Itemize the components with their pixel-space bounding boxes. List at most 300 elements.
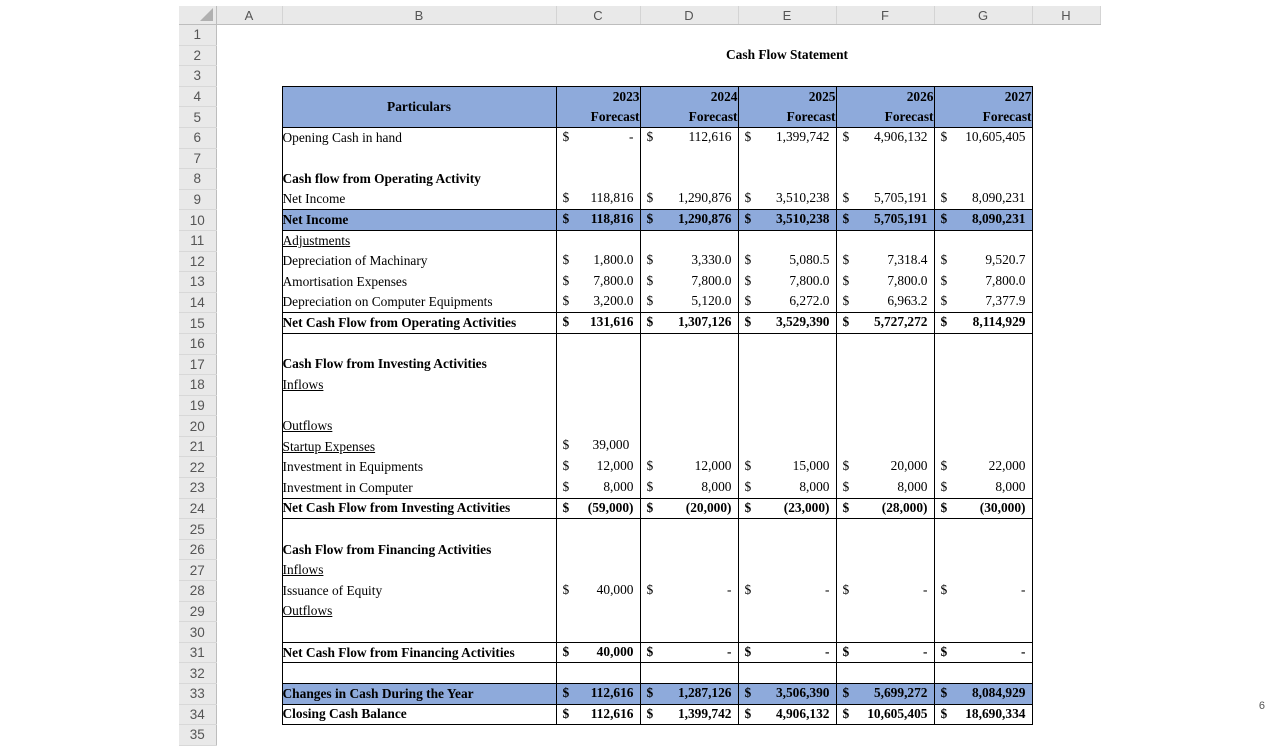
cell[interactable]	[216, 107, 282, 128]
cell[interactable]	[738, 375, 836, 396]
cell[interactable]	[1032, 395, 1100, 416]
cell[interactable]	[836, 519, 934, 540]
cell[interactable]	[738, 601, 836, 622]
cell[interactable]	[216, 66, 282, 87]
net-income-2026[interactable]	[836, 189, 934, 210]
cell[interactable]	[738, 436, 836, 457]
col-header-c[interactable]: C	[556, 6, 640, 25]
cell[interactable]	[1032, 169, 1100, 190]
opening-cash-2024[interactable]	[640, 127, 738, 148]
cell[interactable]	[216, 436, 282, 457]
cell[interactable]	[934, 395, 1032, 416]
cell[interactable]	[934, 539, 1032, 560]
net-income-total-2025[interactable]	[738, 210, 836, 231]
changes-2025[interactable]	[738, 684, 836, 705]
cell[interactable]	[1032, 416, 1100, 437]
year-header-2024[interactable]: 2024	[640, 86, 738, 107]
cell[interactable]	[640, 375, 738, 396]
inv-equipments-2026[interactable]	[836, 457, 934, 478]
col-header-a[interactable]: A	[216, 6, 282, 25]
cell[interactable]	[640, 169, 738, 190]
changes-2023[interactable]	[556, 684, 640, 705]
changes-2024[interactable]	[640, 684, 738, 705]
row-header[interactable]: 23	[179, 478, 216, 499]
equity-2024[interactable]	[640, 581, 738, 602]
forecast-header[interactable]: Forecast	[738, 107, 836, 128]
cell[interactable]	[836, 436, 934, 457]
net-income-total-2024[interactable]	[640, 210, 738, 231]
cell[interactable]	[216, 313, 282, 334]
cell[interactable]	[282, 45, 556, 66]
cell[interactable]	[1032, 292, 1100, 313]
cell[interactable]	[934, 560, 1032, 581]
cell[interactable]	[282, 725, 556, 746]
cell[interactable]	[556, 333, 640, 354]
inv-equipments-2027[interactable]	[934, 457, 1032, 478]
cell[interactable]	[738, 25, 836, 46]
row-header[interactable]: 31	[179, 642, 216, 663]
cell[interactable]	[216, 169, 282, 190]
depr-machinery-2024[interactable]	[640, 251, 738, 272]
financing-inflows-label[interactable]: Inflows	[282, 560, 556, 581]
cell[interactable]	[556, 622, 640, 643]
net-operating-2023[interactable]	[556, 313, 640, 334]
cell[interactable]	[1032, 333, 1100, 354]
cell[interactable]	[1032, 127, 1100, 148]
cell[interactable]	[640, 601, 738, 622]
cell[interactable]	[836, 25, 934, 46]
cell[interactable]	[836, 375, 934, 396]
cell[interactable]	[556, 395, 640, 416]
cell[interactable]	[738, 148, 836, 169]
cell[interactable]	[216, 725, 282, 746]
cell[interactable]	[836, 169, 934, 190]
changes-2026[interactable]	[836, 684, 934, 705]
cell[interactable]	[738, 725, 836, 746]
cell[interactable]	[282, 663, 556, 684]
cell[interactable]	[216, 622, 282, 643]
cell[interactable]	[1032, 375, 1100, 396]
cell[interactable]	[934, 725, 1032, 746]
cell[interactable]	[738, 519, 836, 540]
cell[interactable]	[640, 560, 738, 581]
amortisation-2025[interactable]	[738, 272, 836, 293]
cell[interactable]	[934, 375, 1032, 396]
cell[interactable]	[934, 622, 1032, 643]
cell[interactable]	[216, 416, 282, 437]
net-financing-2026[interactable]	[836, 642, 934, 663]
cell[interactable]	[556, 66, 640, 87]
net-investing-2027[interactable]	[934, 498, 1032, 519]
cell[interactable]	[216, 498, 282, 519]
year-header-2027[interactable]: 2027	[934, 86, 1032, 107]
cell[interactable]	[640, 395, 738, 416]
cell[interactable]	[1032, 539, 1100, 560]
cell[interactable]	[216, 45, 282, 66]
net-income-2023[interactable]	[556, 189, 640, 210]
cell[interactable]	[738, 663, 836, 684]
cell[interactable]	[738, 230, 836, 251]
cell[interactable]	[1032, 684, 1100, 705]
row-header[interactable]: 14	[179, 292, 216, 313]
cell[interactable]	[1032, 601, 1100, 622]
cell[interactable]	[216, 395, 282, 416]
cell[interactable]	[282, 395, 556, 416]
depr-machinery-2026[interactable]	[836, 251, 934, 272]
cell[interactable]	[738, 354, 836, 375]
row-header[interactable]: 32	[179, 663, 216, 684]
cell[interactable]	[282, 25, 556, 46]
financing-heading[interactable]: Cash Flow from Financing Activities	[282, 539, 556, 560]
row-header[interactable]: 18	[179, 375, 216, 396]
depr-computer-2026[interactable]	[836, 292, 934, 313]
cell[interactable]	[1032, 86, 1100, 107]
cell[interactable]	[216, 127, 282, 148]
row-header[interactable]: 21	[179, 436, 216, 457]
cell[interactable]	[1032, 663, 1100, 684]
cell[interactable]	[640, 230, 738, 251]
cell[interactable]	[282, 519, 556, 540]
inv-computer-2025[interactable]	[738, 478, 836, 499]
forecast-header[interactable]: Forecast	[836, 107, 934, 128]
cell[interactable]	[934, 25, 1032, 46]
financing-outflows-label[interactable]: Outflows	[282, 601, 556, 622]
cell[interactable]	[556, 519, 640, 540]
cell[interactable]	[216, 457, 282, 478]
closing-2027[interactable]	[934, 704, 1032, 725]
cell[interactable]	[216, 663, 282, 684]
row-header[interactable]: 27	[179, 560, 216, 581]
row-header[interactable]: 12	[179, 251, 216, 272]
cell[interactable]	[836, 333, 934, 354]
equity-label[interactable]: Issuance of Equity	[282, 581, 556, 602]
inv-equipments-2024[interactable]	[640, 457, 738, 478]
cell[interactable]	[1032, 148, 1100, 169]
cell[interactable]	[1032, 25, 1100, 46]
row-header[interactable]: 29	[179, 601, 216, 622]
cell[interactable]	[556, 148, 640, 169]
cell[interactable]	[738, 416, 836, 437]
net-investing-label[interactable]: Net Cash Flow from Investing Activities	[282, 498, 556, 519]
startup-2023[interactable]	[556, 436, 640, 457]
net-operating-2024[interactable]	[640, 313, 738, 334]
row-header[interactable]: 2	[179, 45, 216, 66]
cell[interactable]	[216, 86, 282, 107]
cell[interactable]	[1032, 354, 1100, 375]
investing-outflows-label[interactable]: Outflows	[282, 416, 556, 437]
row-header[interactable]: 15	[179, 313, 216, 334]
depr-computer-2025[interactable]	[738, 292, 836, 313]
net-financing-2027[interactable]	[934, 642, 1032, 663]
closing-2024[interactable]	[640, 704, 738, 725]
cell[interactable]	[1032, 519, 1100, 540]
cell[interactable]	[216, 210, 282, 231]
row-header[interactable]: 1	[179, 25, 216, 46]
row-header[interactable]: 10	[179, 210, 216, 231]
cell[interactable]	[216, 375, 282, 396]
cell[interactable]	[216, 251, 282, 272]
cell[interactable]	[216, 272, 282, 293]
equity-2027[interactable]	[934, 581, 1032, 602]
cell[interactable]	[1032, 436, 1100, 457]
net-operating-label[interactable]: Net Cash Flow from Operating Activities	[282, 313, 556, 334]
row-header[interactable]: 35	[179, 725, 216, 746]
cell[interactable]	[1032, 251, 1100, 272]
net-operating-2026[interactable]	[836, 313, 934, 334]
cell[interactable]	[1032, 45, 1100, 66]
inv-equipments-label[interactable]: Investment in Equipments	[282, 457, 556, 478]
net-financing-2025[interactable]	[738, 642, 836, 663]
row-header[interactable]: 17	[179, 354, 216, 375]
cell[interactable]	[1032, 498, 1100, 519]
amortisation-2026[interactable]	[836, 272, 934, 293]
cell[interactable]	[282, 148, 556, 169]
row-header[interactable]: 22	[179, 457, 216, 478]
col-header-g[interactable]: G	[934, 6, 1032, 25]
closing-2025[interactable]	[738, 704, 836, 725]
cell[interactable]	[640, 25, 738, 46]
row-header[interactable]: 16	[179, 333, 216, 354]
row-header[interactable]: 28	[179, 581, 216, 602]
opening-cash-label[interactable]: Opening Cash in hand	[282, 127, 556, 148]
cell[interactable]	[1032, 107, 1100, 128]
investing-heading[interactable]: Cash Flow from Investing Activities	[282, 354, 556, 375]
cell[interactable]	[216, 189, 282, 210]
cell[interactable]	[556, 375, 640, 396]
row-header[interactable]: 9	[179, 189, 216, 210]
cell[interactable]	[934, 354, 1032, 375]
depr-machinery-label[interactable]: Depreciation of Machinary	[282, 251, 556, 272]
inv-computer-2024[interactable]	[640, 478, 738, 499]
cell[interactable]	[738, 560, 836, 581]
cell[interactable]	[1032, 478, 1100, 499]
cell[interactable]	[216, 519, 282, 540]
col-header-h[interactable]: H	[1032, 6, 1100, 25]
select-all-corner[interactable]	[179, 6, 216, 25]
depr-computer-label[interactable]: Depreciation on Computer Equipments	[282, 292, 556, 313]
depr-computer-2023[interactable]	[556, 292, 640, 313]
net-investing-2026[interactable]	[836, 498, 934, 519]
statement-title[interactable]: Cash Flow Statement	[726, 47, 848, 63]
cell[interactable]	[934, 66, 1032, 87]
depr-computer-2027[interactable]	[934, 292, 1032, 313]
row-header[interactable]: 30	[179, 622, 216, 643]
cell[interactable]	[640, 333, 738, 354]
cell[interactable]	[1032, 230, 1100, 251]
amortisation-label[interactable]: Amortisation Expenses	[282, 272, 556, 293]
year-header-2025[interactable]: 2025	[738, 86, 836, 107]
closing-2026[interactable]	[836, 704, 934, 725]
cell[interactable]	[556, 601, 640, 622]
row-header[interactable]: 11	[179, 230, 216, 251]
equity-2025[interactable]	[738, 581, 836, 602]
cell[interactable]	[1032, 622, 1100, 643]
cell[interactable]	[556, 416, 640, 437]
net-financing-2024[interactable]	[640, 642, 738, 663]
cell[interactable]	[640, 725, 738, 746]
inv-computer-label[interactable]: Investment in Computer	[282, 478, 556, 499]
depr-machinery-2023[interactable]	[556, 251, 640, 272]
cell[interactable]	[640, 148, 738, 169]
cell[interactable]	[640, 663, 738, 684]
row-header[interactable]: 6	[179, 127, 216, 148]
cell[interactable]	[836, 230, 934, 251]
net-income-label[interactable]: Net Income	[282, 189, 556, 210]
cell[interactable]	[738, 66, 836, 87]
row-header[interactable]: 26	[179, 539, 216, 560]
depr-machinery-2027[interactable]	[934, 251, 1032, 272]
cell[interactable]	[556, 725, 640, 746]
opening-cash-2027[interactable]	[934, 127, 1032, 148]
cell[interactable]	[934, 663, 1032, 684]
net-investing-2023[interactable]	[556, 498, 640, 519]
equity-2026[interactable]	[836, 581, 934, 602]
adjustments-label[interactable]: Adjustments	[282, 230, 556, 251]
cell[interactable]	[738, 395, 836, 416]
cell[interactable]	[934, 416, 1032, 437]
net-income-2024[interactable]	[640, 189, 738, 210]
cell[interactable]	[216, 581, 282, 602]
cell[interactable]	[738, 539, 836, 560]
row-header[interactable]: 34	[179, 704, 216, 725]
cell[interactable]	[216, 354, 282, 375]
closing-label[interactable]: Closing Cash Balance	[282, 704, 556, 725]
cell[interactable]	[836, 663, 934, 684]
startup-label[interactable]: Startup Expenses	[282, 436, 556, 457]
amortisation-2024[interactable]	[640, 272, 738, 293]
row-header[interactable]: 5	[179, 107, 216, 128]
cell[interactable]	[216, 601, 282, 622]
cell[interactable]	[556, 45, 640, 66]
net-financing-2023[interactable]	[556, 642, 640, 663]
cell[interactable]	[1032, 704, 1100, 725]
cell[interactable]	[556, 169, 640, 190]
cell[interactable]	[216, 478, 282, 499]
net-investing-2025[interactable]	[738, 498, 836, 519]
cell[interactable]	[556, 25, 640, 46]
cell[interactable]	[738, 169, 836, 190]
cell[interactable]	[836, 354, 934, 375]
cell[interactable]	[282, 622, 556, 643]
cell[interactable]	[216, 684, 282, 705]
cell[interactable]	[1032, 581, 1100, 602]
net-income-total-2023[interactable]	[556, 210, 640, 231]
cell[interactable]	[836, 560, 934, 581]
cell[interactable]	[934, 148, 1032, 169]
cell[interactable]	[1032, 66, 1100, 87]
cell[interactable]	[934, 230, 1032, 251]
forecast-header[interactable]: Forecast	[556, 107, 640, 128]
net-operating-2025[interactable]	[738, 313, 836, 334]
cell[interactable]	[836, 725, 934, 746]
row-header[interactable]: 33	[179, 684, 216, 705]
cell[interactable]	[1032, 189, 1100, 210]
cell[interactable]	[216, 560, 282, 581]
particulars-header[interactable]: Particulars	[282, 86, 556, 127]
cell[interactable]	[934, 333, 1032, 354]
cell[interactable]	[836, 601, 934, 622]
opening-cash-2026[interactable]	[836, 127, 934, 148]
changes-2027[interactable]	[934, 684, 1032, 705]
row-header[interactable]: 4	[179, 86, 216, 107]
inv-equipments-2025[interactable]	[738, 457, 836, 478]
cell[interactable]	[836, 66, 934, 87]
operating-heading[interactable]: Cash flow from Operating Activity	[282, 169, 556, 190]
cell[interactable]	[836, 622, 934, 643]
opening-cash-2023[interactable]	[556, 127, 640, 148]
row-header[interactable]: 13	[179, 272, 216, 293]
row-header[interactable]: 8	[179, 169, 216, 190]
col-header-b[interactable]: B	[282, 6, 556, 25]
cell[interactable]	[1032, 272, 1100, 293]
cell[interactable]	[836, 416, 934, 437]
col-header-e[interactable]: E	[738, 6, 836, 25]
amortisation-2027[interactable]	[934, 272, 1032, 293]
year-header-2026[interactable]: 2026	[836, 86, 934, 107]
cell[interactable]	[216, 292, 282, 313]
inv-equipments-2023[interactable]	[556, 457, 640, 478]
depr-machinery-2025[interactable]	[738, 251, 836, 272]
net-income-total-label[interactable]: Net Income	[282, 210, 556, 231]
forecast-header[interactable]: Forecast	[934, 107, 1032, 128]
cell[interactable]	[934, 436, 1032, 457]
row-header[interactable]: 7	[179, 148, 216, 169]
cell[interactable]	[556, 354, 640, 375]
net-investing-2024[interactable]	[640, 498, 738, 519]
net-financing-label[interactable]: Net Cash Flow from Financing Activities	[282, 642, 556, 663]
cell[interactable]	[640, 416, 738, 437]
cell[interactable]	[216, 642, 282, 663]
amortisation-2023[interactable]	[556, 272, 640, 293]
inv-computer-2023[interactable]	[556, 478, 640, 499]
cell[interactable]	[282, 66, 556, 87]
cell[interactable]	[640, 519, 738, 540]
cell[interactable]	[836, 148, 934, 169]
cell[interactable]	[640, 354, 738, 375]
net-income-total-2027[interactable]	[934, 210, 1032, 231]
investing-inflows-label[interactable]: Inflows	[282, 375, 556, 396]
net-operating-2027[interactable]	[934, 313, 1032, 334]
net-income-2025[interactable]	[738, 189, 836, 210]
cell[interactable]	[556, 663, 640, 684]
equity-2023[interactable]	[556, 581, 640, 602]
col-header-d[interactable]: D	[640, 6, 738, 25]
cell[interactable]	[640, 66, 738, 87]
cell[interactable]	[836, 539, 934, 560]
cell[interactable]	[1032, 642, 1100, 663]
cell[interactable]	[216, 148, 282, 169]
year-header-2023[interactable]: 2023	[556, 86, 640, 107]
closing-2023[interactable]	[556, 704, 640, 725]
opening-cash-2025[interactable]	[738, 127, 836, 148]
cell[interactable]	[1032, 457, 1100, 478]
net-income-total-2026[interactable]	[836, 210, 934, 231]
changes-label[interactable]: Changes in Cash During the Year	[282, 684, 556, 705]
cell[interactable]	[934, 601, 1032, 622]
cell[interactable]	[1032, 210, 1100, 231]
row-header[interactable]: 3	[179, 66, 216, 87]
cell[interactable]	[556, 230, 640, 251]
cell[interactable]	[556, 560, 640, 581]
cell[interactable]	[1032, 560, 1100, 581]
cell[interactable]	[216, 25, 282, 46]
cell[interactable]	[738, 622, 836, 643]
row-header[interactable]: 19	[179, 395, 216, 416]
col-header-f[interactable]: F	[836, 6, 934, 25]
forecast-header[interactable]: Forecast	[640, 107, 738, 128]
net-income-2027[interactable]	[934, 189, 1032, 210]
cell[interactable]	[282, 333, 556, 354]
